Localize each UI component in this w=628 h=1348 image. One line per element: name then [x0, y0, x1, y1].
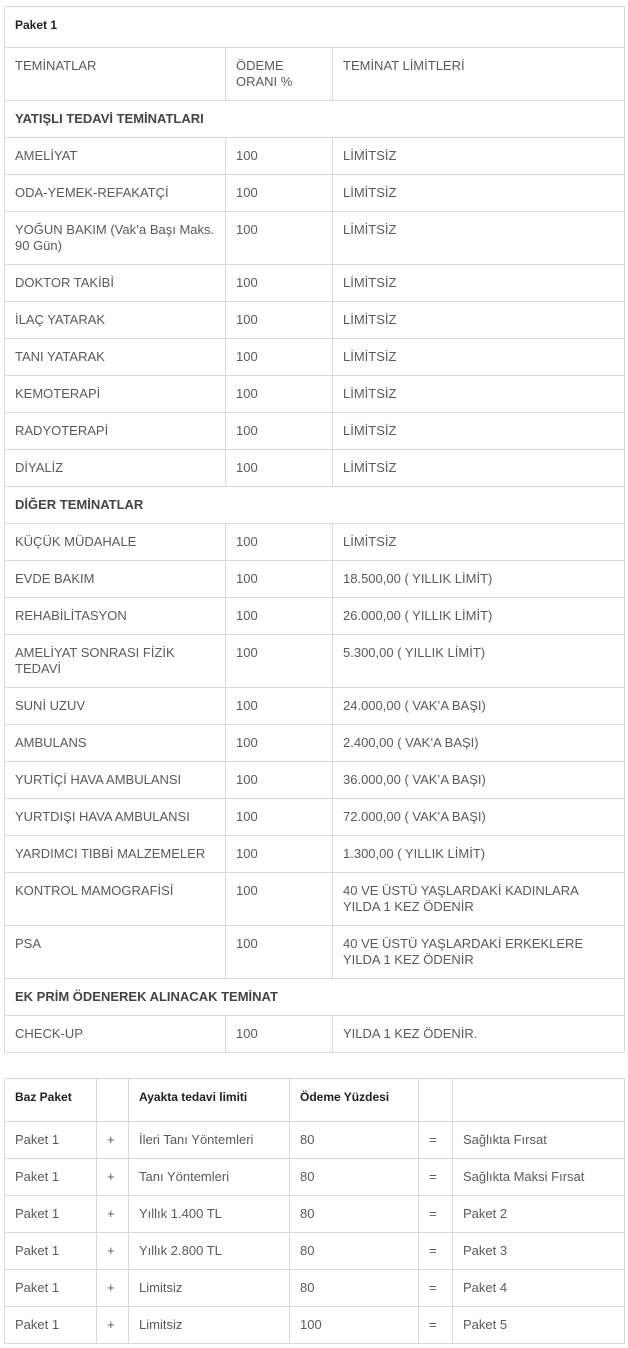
- coverage-limit: LİMİTSİZ: [333, 413, 625, 450]
- coverage-limit: 40 VE ÜSTÜ YAŞLARDAKİ KADINLARA YILDA 1 KEZ ÖDENİR: [333, 873, 625, 926]
- section-title: EK PRİM ÖDENEREK ALINACAK TEMİNAT: [5, 979, 625, 1016]
- coverage-name: REHABİLİTASYON: [5, 598, 226, 635]
- coverage-limit: 40 VE ÜSTÜ YAŞLARDAKİ ERKEKLERE YILDA 1 KEZ ÖDENİR: [333, 926, 625, 979]
- table-row: [5, 302, 625, 339]
- payment-percentage: 80: [290, 1270, 419, 1307]
- coverage-limit: 5.300,00 ( YILLIK LİMİT): [333, 635, 625, 688]
- outpatient-limit: Yıllık 2.800 TL: [129, 1233, 290, 1270]
- table-row: [5, 688, 625, 725]
- equals-sign: =: [419, 1159, 453, 1196]
- payment-rate: 100: [226, 265, 333, 302]
- outpatient-limit: İleri Tanı Yöntemleri: [129, 1122, 290, 1159]
- coverage-table: [4, 6, 625, 1053]
- table-row: [5, 175, 625, 212]
- outpatient-limit: Tanı Yöntemleri: [129, 1159, 290, 1196]
- table-row: [5, 265, 625, 302]
- table-row: [5, 635, 625, 688]
- payment-percentage: 80: [290, 1159, 419, 1196]
- coverage-limit: LİMİTSİZ: [333, 450, 625, 487]
- plus-sign: +: [97, 1307, 129, 1344]
- coverage-name: DOKTOR TAKİBİ: [5, 265, 226, 302]
- payment-percentage: 80: [290, 1196, 419, 1233]
- table-row: [5, 1270, 625, 1307]
- table-row: [5, 450, 625, 487]
- package-header-row: [5, 1079, 625, 1122]
- coverage-limit: 18.500,00 ( YILLIK LİMİT): [333, 561, 625, 598]
- equals-sign: =: [419, 1233, 453, 1270]
- coverage-name: KÜÇÜK MÜDAHALE: [5, 524, 226, 561]
- payment-rate: 100: [226, 175, 333, 212]
- payment-rate: 100: [226, 799, 333, 836]
- coverage-name: KONTROL MAMOGRAFİSİ: [5, 873, 226, 926]
- section-title: YATIŞLI TEDAVİ TEMİNATLARI: [5, 101, 625, 138]
- coverage-name: YOĞUN BAKIM (Vak’a Başı Maks. 90 Gün): [5, 212, 226, 265]
- result-package: Paket 5: [453, 1307, 625, 1344]
- base-package: Paket 1: [5, 1307, 97, 1344]
- payment-rate: 100: [226, 212, 333, 265]
- outpatient-limit: Limitsiz: [129, 1307, 290, 1344]
- table-row: [5, 762, 625, 799]
- table-row: [5, 376, 625, 413]
- coverage-name: EVDE BAKIM: [5, 561, 226, 598]
- payment-rate: 100: [226, 339, 333, 376]
- table-row: [5, 1196, 625, 1233]
- payment-rate: 100: [226, 926, 333, 979]
- payment-rate: 100: [226, 376, 333, 413]
- coverage-limit: 24.000,00 ( VAK’A BAŞI): [333, 688, 625, 725]
- coverage-name: İLAÇ YATARAK: [5, 302, 226, 339]
- coverage-name: YURTİÇİ HAVA AMBULANSI: [5, 762, 226, 799]
- table-row: [5, 598, 625, 635]
- payment-rate: 100: [226, 138, 333, 175]
- result-package: Sağlıkta Maksi Fırsat: [453, 1159, 625, 1196]
- coverage-name: AMBULANS: [5, 725, 226, 762]
- payment-percentage: 100: [290, 1307, 419, 1344]
- table-row: [5, 339, 625, 376]
- base-package: Paket 1: [5, 1196, 97, 1233]
- header-blank-equals: [419, 1079, 453, 1122]
- payment-rate: 100: [226, 688, 333, 725]
- header-base-package: Baz Paket: [5, 1079, 97, 1122]
- table-row: [5, 1016, 625, 1053]
- payment-rate: 100: [226, 725, 333, 762]
- coverage-limit: 2.400,00 ( VAK’A BAŞI): [333, 725, 625, 762]
- table-row: [5, 926, 625, 979]
- base-package: Paket 1: [5, 1270, 97, 1307]
- table-row: [5, 1159, 625, 1196]
- coverage-name: AMELİYAT: [5, 138, 226, 175]
- payment-rate: 100: [226, 836, 333, 873]
- header-payment-rate: ÖDEME ORANI %: [226, 48, 333, 101]
- section-title: DİĞER TEMİNATLAR: [5, 487, 625, 524]
- coverage-limit: LİMİTSİZ: [333, 175, 625, 212]
- coverage-name: YURTDIŞI HAVA AMBULANSI: [5, 799, 226, 836]
- table-row: [5, 524, 625, 561]
- table-row: [5, 725, 625, 762]
- coverage-limit: LİMİTSİZ: [333, 138, 625, 175]
- payment-percentage: 80: [290, 1233, 419, 1270]
- table-row: [5, 138, 625, 175]
- header-blank-plus: [97, 1079, 129, 1122]
- section-row: [5, 101, 625, 138]
- coverage-limit: LİMİTSİZ: [333, 339, 625, 376]
- result-package: Paket 3: [453, 1233, 625, 1270]
- header-coverages: TEMİNATLAR: [5, 48, 226, 101]
- coverage-limit: LİMİTSİZ: [333, 376, 625, 413]
- payment-rate: 100: [226, 524, 333, 561]
- payment-rate: 100: [226, 873, 333, 926]
- plus-sign: +: [97, 1196, 129, 1233]
- base-package: Paket 1: [5, 1159, 97, 1196]
- package-table: [4, 1078, 625, 1344]
- coverage-limit: YILDA 1 KEZ ÖDENİR.: [333, 1016, 625, 1053]
- result-package: Paket 2: [453, 1196, 625, 1233]
- payment-percentage: 80: [290, 1122, 419, 1159]
- table-row: [5, 212, 625, 265]
- equals-sign: =: [419, 1196, 453, 1233]
- coverage-limit: 1.300,00 ( YILLIK LİMİT): [333, 836, 625, 873]
- plus-sign: +: [97, 1159, 129, 1196]
- outpatient-limit: Limitsiz: [129, 1270, 290, 1307]
- table-row: [5, 836, 625, 873]
- table-row: [5, 1307, 625, 1344]
- payment-rate: 100: [226, 762, 333, 799]
- coverage-limit: LİMİTSİZ: [333, 265, 625, 302]
- coverage-name: SUNİ UZUV: [5, 688, 226, 725]
- coverage-name: KEMOTERAPİ: [5, 376, 226, 413]
- plus-sign: +: [97, 1233, 129, 1270]
- header-coverage-limits: TEMİNAT LİMİTLERİ: [333, 48, 625, 101]
- table-row: [5, 413, 625, 450]
- equals-sign: =: [419, 1122, 453, 1159]
- table-header-row: [5, 48, 625, 101]
- coverage-limit: 26.000,00 ( YILLIK LİMİT): [333, 598, 625, 635]
- payment-rate: 100: [226, 598, 333, 635]
- coverage-name: AMELİYAT SONRASI FİZİK TEDAVİ: [5, 635, 226, 688]
- plus-sign: +: [97, 1270, 129, 1307]
- coverage-name: TANI YATARAK: [5, 339, 226, 376]
- table-row: [5, 1233, 625, 1270]
- coverage-limit: 72.000,00 ( VAK’A BAŞI): [333, 799, 625, 836]
- table-row: [5, 799, 625, 836]
- coverage-name: ODA-YEMEK-REFAKATÇİ: [5, 175, 226, 212]
- coverage-name: YARDIMCI TIBBİ MALZEMELER: [5, 836, 226, 873]
- section-row: [5, 979, 625, 1016]
- table-row: [5, 561, 625, 598]
- result-package: Sağlıkta Fırsat: [453, 1122, 625, 1159]
- coverage-limit: LİMİTSİZ: [333, 524, 625, 561]
- coverage-name: PSA: [5, 926, 226, 979]
- header-payment-percentage: Ödeme Yüzdesi: [290, 1079, 419, 1122]
- outpatient-limit: Yıllık 1.400 TL: [129, 1196, 290, 1233]
- coverage-name: CHECK-UP: [5, 1016, 226, 1053]
- section-row: [5, 487, 625, 524]
- result-package: Paket 4: [453, 1270, 625, 1307]
- table-row: [5, 873, 625, 926]
- coverage-name: RADYOTERAPİ: [5, 413, 226, 450]
- equals-sign: =: [419, 1270, 453, 1307]
- table-title: Paket 1: [5, 7, 625, 48]
- payment-rate: 100: [226, 450, 333, 487]
- table-title-row: [5, 7, 625, 48]
- payment-rate: 100: [226, 561, 333, 598]
- table-row: [5, 1122, 625, 1159]
- payment-rate: 100: [226, 1016, 333, 1053]
- coverage-name: DİYALİZ: [5, 450, 226, 487]
- coverage-limit: LİMİTSİZ: [333, 212, 625, 265]
- coverage-limit: 36.000,00 ( VAK’A BAŞI): [333, 762, 625, 799]
- base-package: Paket 1: [5, 1122, 97, 1159]
- plus-sign: +: [97, 1122, 129, 1159]
- header-outpatient-limit: Ayakta tedavi limiti: [129, 1079, 290, 1122]
- payment-rate: 100: [226, 302, 333, 339]
- equals-sign: =: [419, 1307, 453, 1344]
- payment-rate: 100: [226, 635, 333, 688]
- header-blank-result: [453, 1079, 625, 1122]
- payment-rate: 100: [226, 413, 333, 450]
- base-package: Paket 1: [5, 1233, 97, 1270]
- coverage-limit: LİMİTSİZ: [333, 302, 625, 339]
